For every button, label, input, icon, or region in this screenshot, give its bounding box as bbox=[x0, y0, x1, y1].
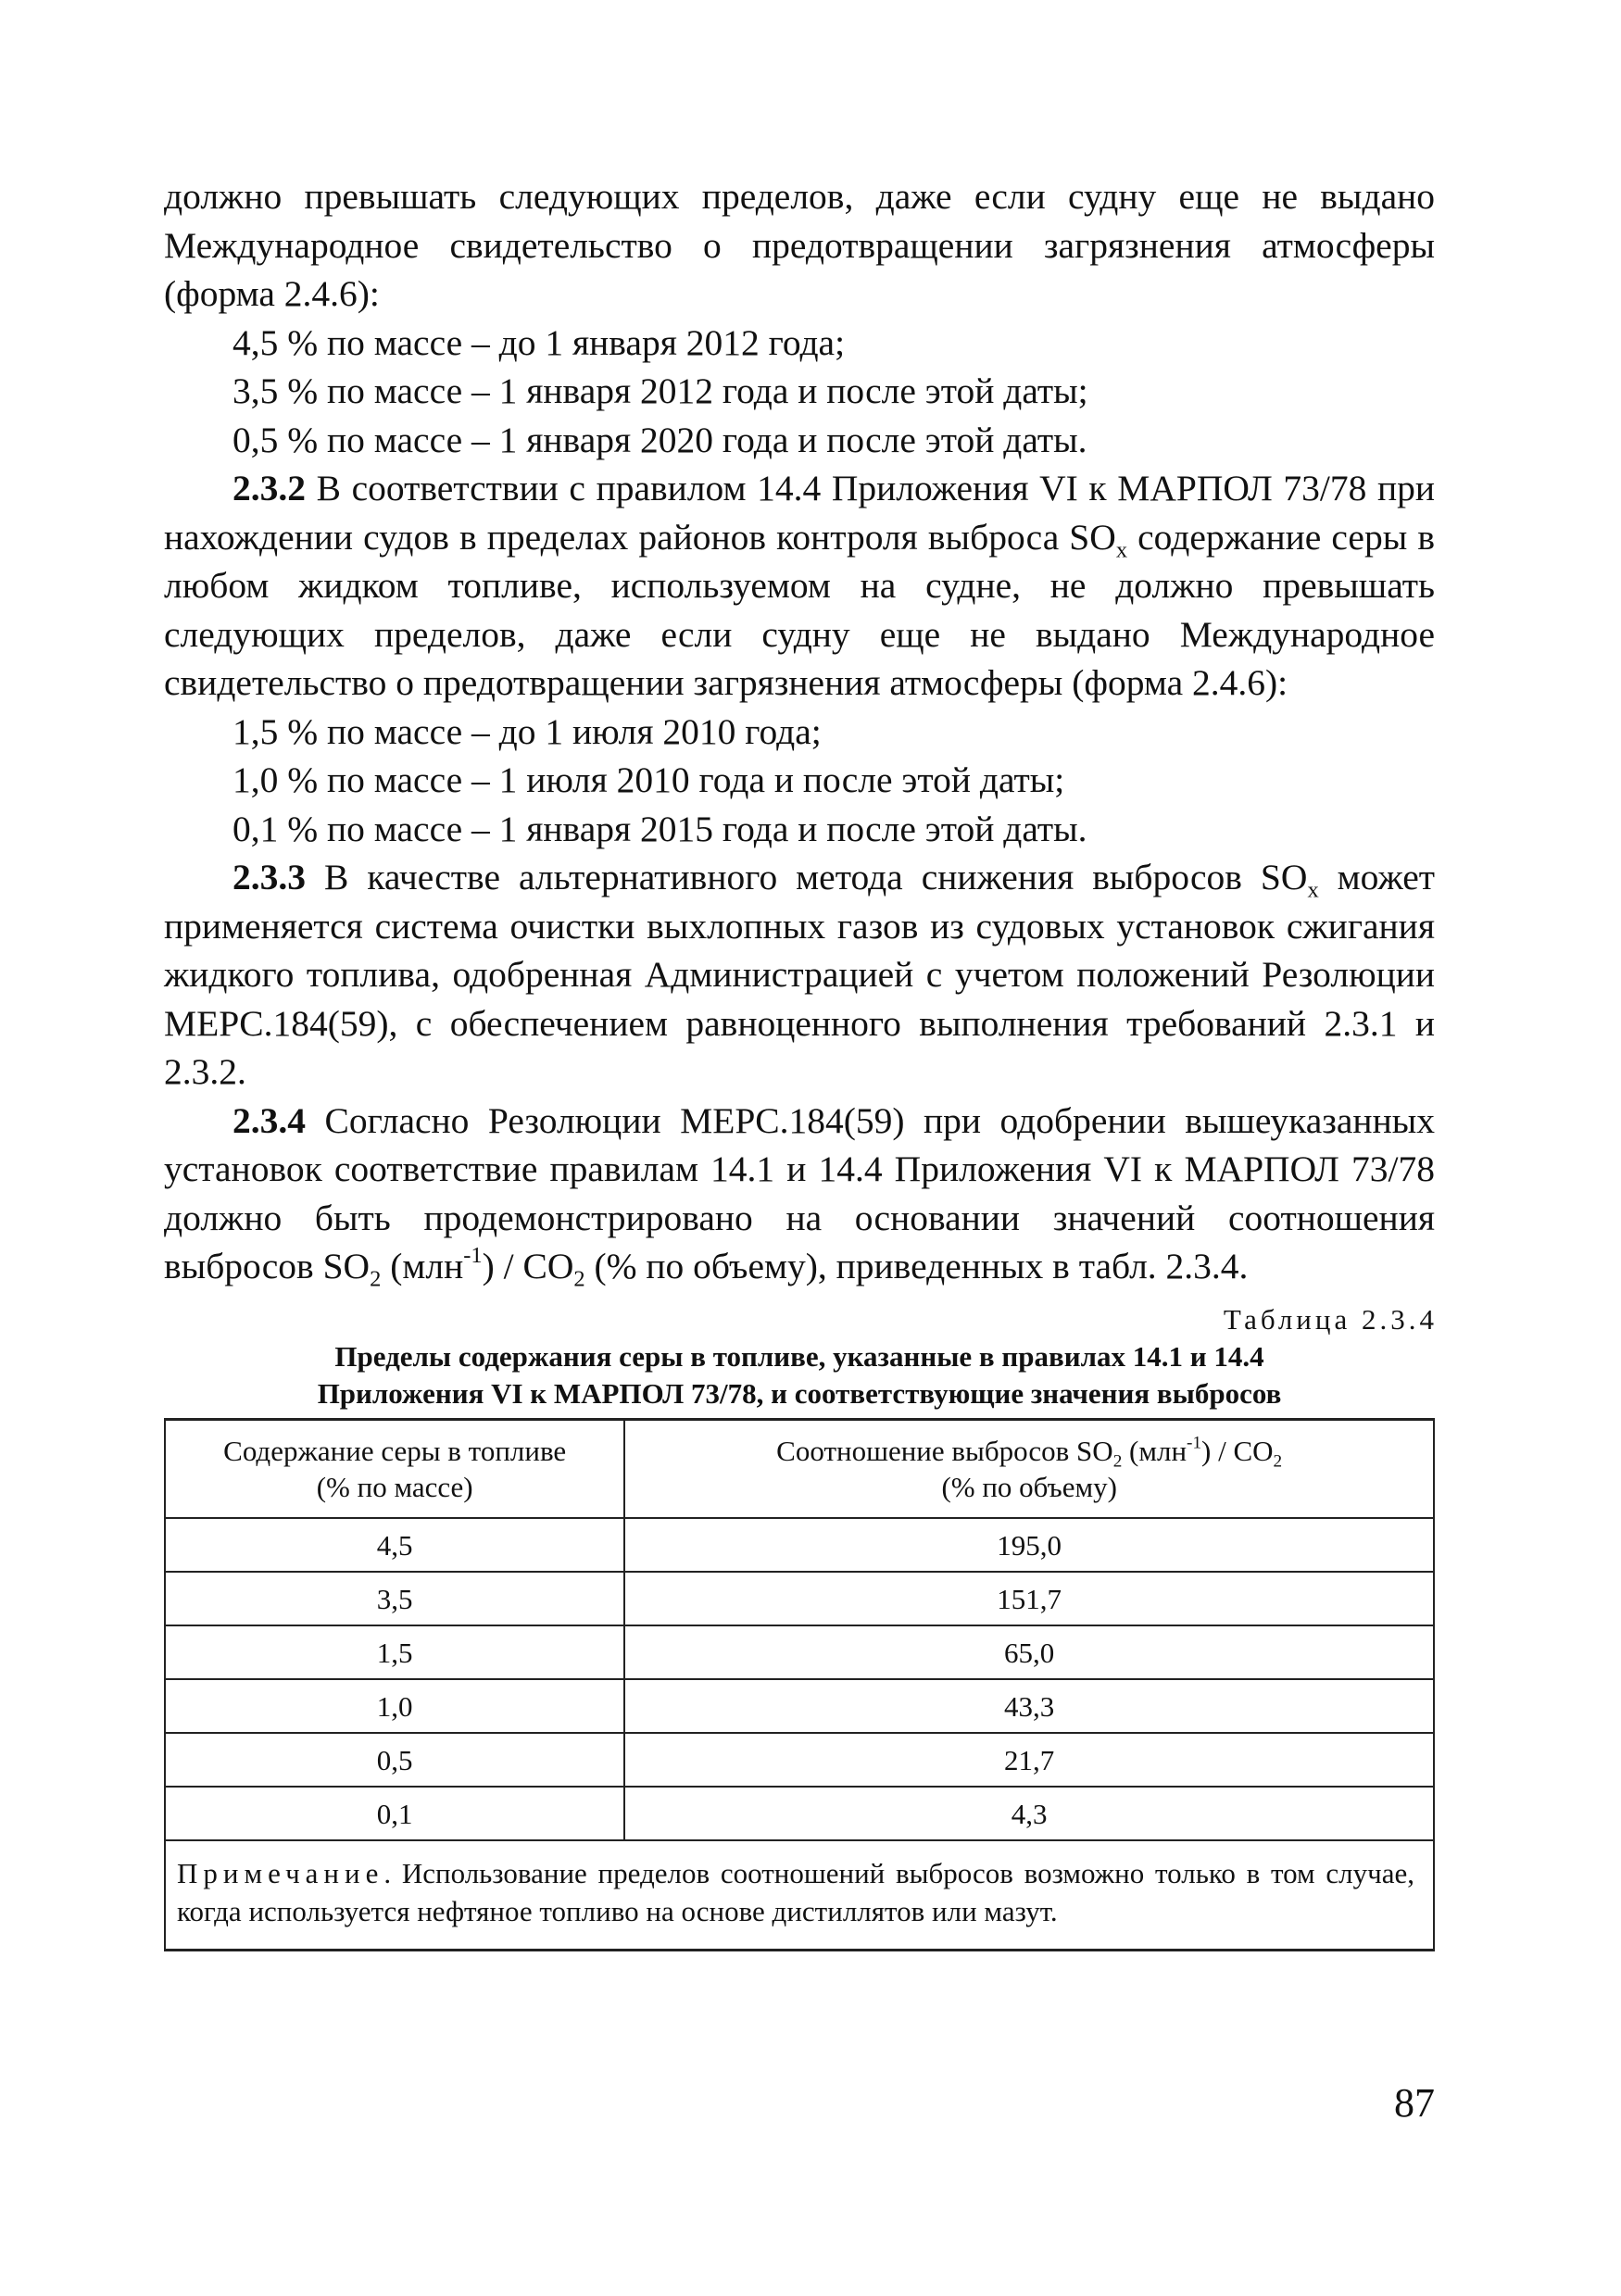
table-cell: 21,7 bbox=[624, 1733, 1434, 1787]
header-text: (% по массе) bbox=[316, 1471, 473, 1503]
subscript: 2 bbox=[1273, 1451, 1283, 1472]
table-cell: 1,5 bbox=[165, 1625, 624, 1679]
header-cell-sulphur-content bbox=[165, 1420, 624, 1519]
subscript: x bbox=[1115, 537, 1128, 563]
table-row bbox=[165, 1572, 1434, 1625]
table-row bbox=[165, 1679, 1434, 1733]
table-note-row bbox=[165, 1840, 1434, 1951]
note-label: Примечание bbox=[177, 1857, 384, 1889]
section-text: Согласно Резолюции MEPC.184(59) при одобрении вышеуказанных установок соответствие правилам 14.1 и 14.4 Приложения VI к МАРПОЛ 73/78 должно быть продемонстрировано на основании значений соотношения выбросов SO bbox=[164, 1099, 1435, 1286]
section-number: 2.3.4 bbox=[232, 1099, 306, 1141]
table-cell: 1,0 bbox=[165, 1679, 624, 1733]
section-text: может применяется система очистки выхлопных газов из судовых установок сжигания жидкого топлива, одобренная Администрацией с учетом положений Резолюции MEPC.184(59), с обеспечением равноценного выполнения требований 2.3.1 и 2.3.2. bbox=[164, 857, 1436, 1092]
table-row bbox=[165, 1733, 1434, 1787]
section-text: содержание серы в любом жидком топливе, используемом на судне, не должно превышать следующих пределов, даже если судну еще не выдано Международное свидетельство о предотвращении загрязнения атмосферы (форма 2.4.6): bbox=[164, 516, 1435, 703]
table-cell: 195,0 bbox=[624, 1518, 1434, 1572]
page-body-text bbox=[164, 172, 1435, 1291]
list-item: 3,5 % по массе – 1 января 2012 года и после этой даты; bbox=[232, 370, 1088, 411]
table-cell: 0,1 bbox=[165, 1787, 624, 1840]
section-2-3-4 bbox=[164, 1097, 1435, 1291]
header-text: (% по объему) bbox=[941, 1471, 1117, 1503]
table-note bbox=[165, 1840, 1434, 1951]
table-cell: 3,5 bbox=[165, 1572, 624, 1625]
table-cell: 0,5 bbox=[165, 1733, 624, 1787]
table-number: Таблица 2.3.4 bbox=[1223, 1303, 1438, 1336]
section-2-3-2 bbox=[164, 464, 1435, 708]
note-text: . Использование пределов соотношений выбросов возможно только в том случае, когда используется нефтяное топливо на основе дистиллятов или мазут. bbox=[177, 1857, 1414, 1927]
list-item: 0,1 % по массе – 1 января 2015 года и после этой даты. bbox=[232, 808, 1087, 849]
subscript: 2 bbox=[370, 1266, 382, 1292]
section-2-3-3 bbox=[164, 853, 1435, 1097]
section-number: 2.3.3 bbox=[232, 857, 306, 897]
table-row bbox=[165, 1518, 1434, 1572]
header-text: Содержание серы в топливе bbox=[223, 1435, 567, 1467]
list-item: 4,5 % по массе – до 1 января 2012 года; bbox=[232, 321, 846, 363]
table-cell: 4,5 bbox=[165, 1518, 624, 1572]
subscript: 2 bbox=[1112, 1451, 1123, 1472]
list-item: 1,0 % по массе – 1 июля 2010 года и после этой даты; bbox=[232, 759, 1065, 800]
header-text-part: (млн bbox=[1122, 1435, 1187, 1467]
page-number: 87 bbox=[1394, 2080, 1435, 2126]
section-text: В качестве альтернативного метода снижения выбросов SO bbox=[306, 857, 1308, 897]
header-text-part: Соотношение выбросов SO bbox=[776, 1435, 1113, 1467]
section-text: ) / CO bbox=[482, 1246, 574, 1286]
section-text: В соответствии с правилом 14.4 Приложения VI к МАРПОЛ 73/78 при нахождении судов в пределах районов контроля выброса SO bbox=[164, 468, 1435, 558]
list-item: 0,5 % по массе – 1 января 2020 года и после этой даты. bbox=[232, 419, 1087, 460]
header-text-part: ) / CO bbox=[1201, 1435, 1274, 1467]
section-number: 2.3.2 bbox=[232, 468, 306, 508]
subscript: 2 bbox=[573, 1266, 585, 1292]
section-text: (млн bbox=[381, 1246, 464, 1286]
paragraph-continuation: должно превышать следующих пределов, даже если судну еще не выдано Международное свидетельство о предотвращении загрязнения атмосферы (форма 2.4.6): bbox=[164, 176, 1435, 314]
list-item: 1,5 % по массе – до 1 июля 2010 года; bbox=[232, 710, 822, 752]
superscript: -1 bbox=[1187, 1433, 1202, 1453]
header-text bbox=[625, 1433, 1433, 1472]
table-section bbox=[164, 1301, 1438, 1951]
table-cell: 151,7 bbox=[624, 1572, 1434, 1625]
superscript: -1 bbox=[463, 1242, 483, 1268]
data-table bbox=[164, 1418, 1435, 1951]
header-cell-emission-ratio bbox=[624, 1420, 1434, 1519]
table-cell: 4,3 bbox=[624, 1787, 1434, 1840]
subscript: x bbox=[1307, 877, 1319, 903]
table-cell: 65,0 bbox=[624, 1625, 1434, 1679]
table-row bbox=[165, 1787, 1434, 1840]
table-header-row bbox=[165, 1420, 1434, 1519]
table-row bbox=[165, 1625, 1434, 1679]
table-title-line: Пределы содержания серы в топливе, указанные в правилах 14.1 и 14.4 bbox=[334, 1340, 1264, 1373]
table-cell: 43,3 bbox=[624, 1679, 1434, 1733]
table-title-line: Приложения VI к МАРПОЛ 73/78, и соответствующие значения выбросов bbox=[317, 1377, 1282, 1410]
table-title bbox=[164, 1338, 1435, 1412]
section-text: (% по объему), приведенных в табл. 2.3.4. bbox=[584, 1246, 1249, 1286]
